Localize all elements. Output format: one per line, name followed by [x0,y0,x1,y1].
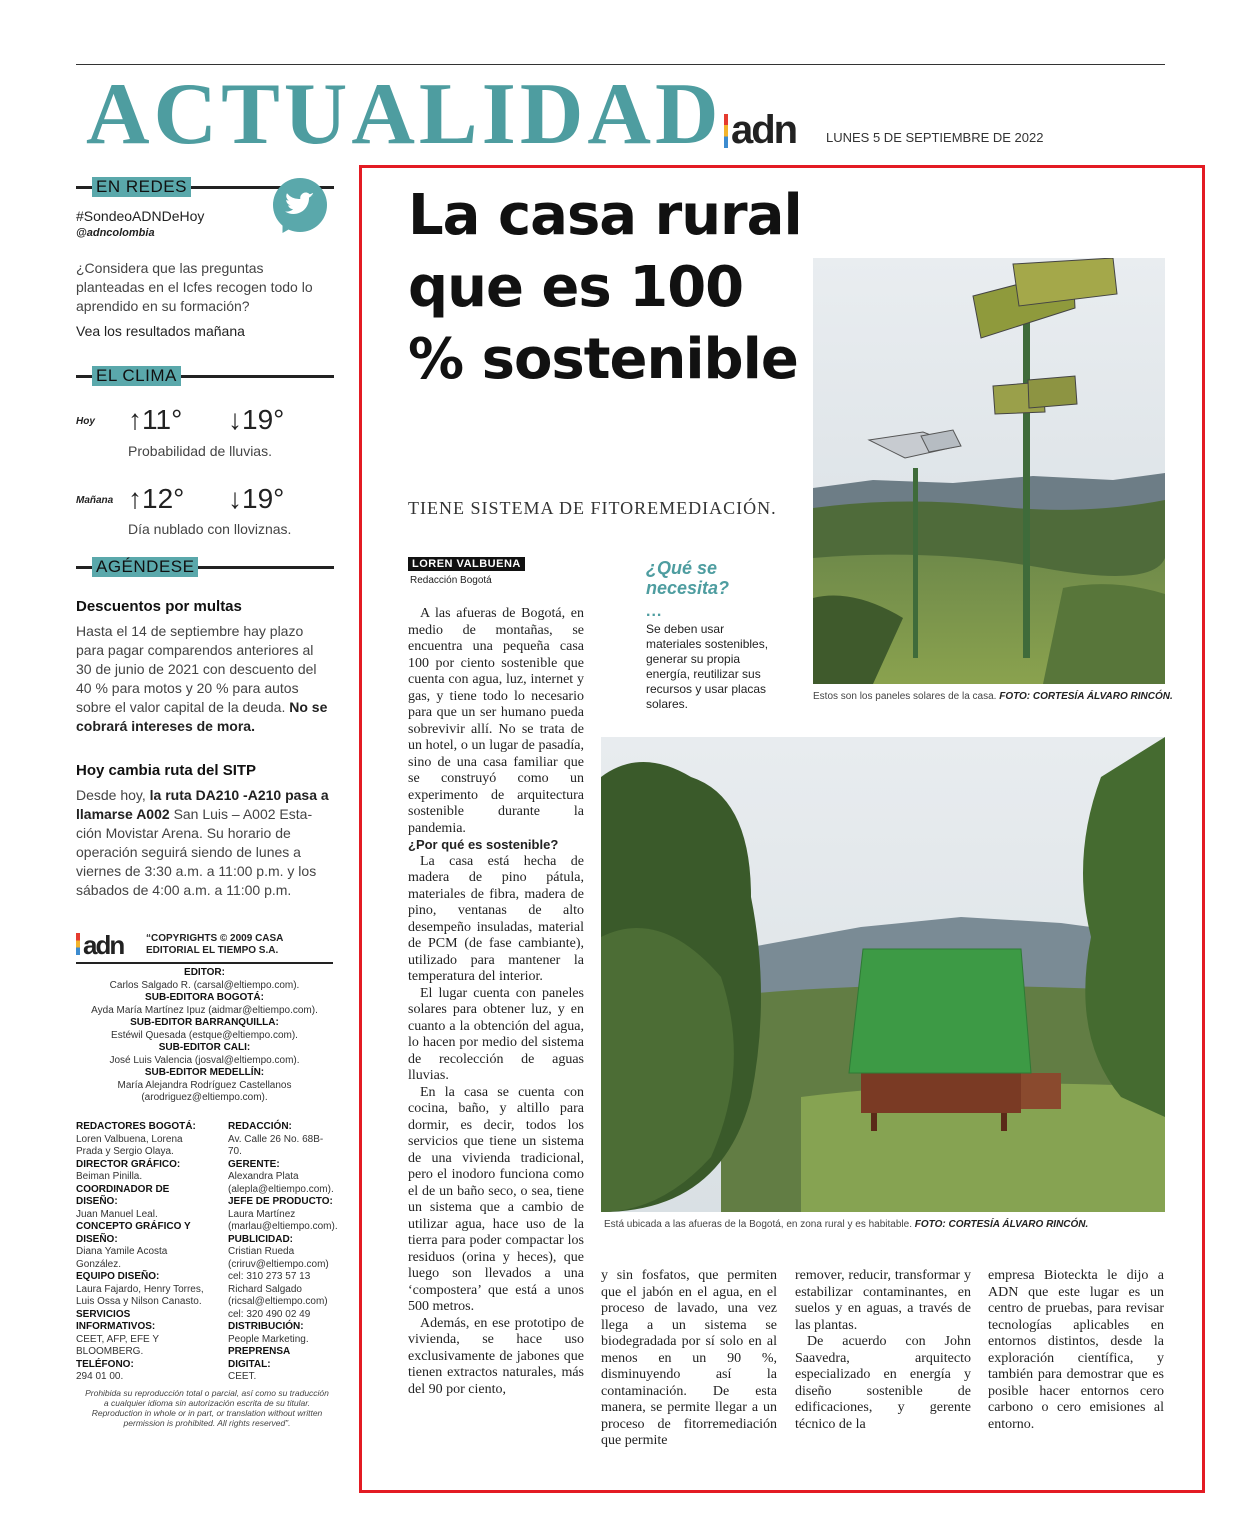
poll-note: Vea los resultados mañana [76,323,245,339]
edition-date: LUNES 5 DE SEPTIEMBRE DE 2022 [826,130,1044,145]
article-column-4: empresa Bioteckta le dijo a ADN que este lugar es un centro de pruebas, para revisar tecnologías aplicables en entornos distintos, desde la exploración científica, y también para demostrar que es posible hacer entornos cero carbono o cero emisiones al entorno. [988,1268,1164,1432]
agenda-item-title: Hoy cambia ruta del SITP [76,762,257,779]
weather-max-today: ↓19° [228,404,285,435]
twitter-handle[interactable]: @adncolombia [76,227,155,239]
en-redes-header: EN REDES [76,177,334,197]
twitter-bird-icon[interactable] [273,178,327,232]
author: LOREN VALBUENA [408,557,525,571]
photo1-caption: Estos son los paneles solares de la casa. FOTO: CORTESÍA ÁLVARO RINCÓN. [813,691,1173,702]
poll-question: ¿Considera que las preguntas planteadas en el Icfes recogen todo lo aprendido en su formación? [76,260,313,314]
box-dots: ... [646,603,663,620]
staff-right-col: REDACCIÓN: Av. Calle 26 No. 68B-70. GERENTE: Alexandra Plata (alepla@eltiempo.com). JEFE DE PRODUCTO: Laura Martínez (marlau@eltiempo.com). PUBLICIDAD: Cristian Rueda (criruv@eltiempo.com) cel: 310 273 57 13 Richard Salgado (ricsal@eltiempo.com) cel: 320 490 02 49 DISTRIBUCIÓN: People Marketing. PREPRENSA DIGITAL: CEET. [228,1121,338,1382]
staff-adn-logo: adn [76,930,123,961]
top-rule [76,64,1165,65]
article-column-3: remover, reducir, transformar y estabilizar contaminantes, en suelos y en aguas, a través de las plantas. De acuerdo con John Saavedra, arquitecto especializado en energía y diseño sostenible de edificaciones, y gerente técnico de la [795,1268,971,1432]
weather-day-tomorrow: Mañana [76,495,114,506]
box-text: Se deben usar materiales sostenibles, generar su propia energía, reutilizar sus recursos y usar placas solares. [646,622,769,711]
staff-rule [76,962,333,964]
section-title: ACTUALIDAD [86,66,723,163]
article-column-2: y sin fosfatos, que permiten que el jabón en el agua, en el proceso de lavado, una vez llega a un sistema se biodegradada por sí solo en al menos en un 90 %, disminuyendo así la contaminación. De esta manera, se permite llegar a un proceso de fitorremediación que permite [601,1268,777,1448]
weather-desc-tomorrow: Día nublado con lloviznas. [128,521,292,537]
staff-left-col: REDACTORES BOGOTÁ: Loren Valbuena, Lorena Prada y Sergio Olaya. DIRECTOR GRÁFICO: Beiman Pinilla. COORDINADOR DE DISEÑO: Juan Manuel Leal. CONCEPTO GRÁFICO Y DISEÑO: Diana Yamile Acosta González. EQUIPO DISEÑO: Laura Fajardo, Henry Torres, Luis Ossa y Nilson Canasto. SERVICIOS INFORMATIVOS: CEET, AFP, EFE Y BLOOMBERG. TELÉFONO: 294 01 00. [76,1121,204,1382]
weather-min-today: ↑11° [128,404,183,435]
house-photo [601,737,1165,1212]
weather-min-tomorrow: ↑12° [128,483,185,514]
credits-block: EDITOR: Carlos Salgado R. (carsal@eltiempo.com). SUB-EDITORA BOGOTÁ: Ayda María Martínez Ipuz (aidmar@eltiempo.com). SUB-EDITOR BARRANQUILLA: Estéwil Quesada (estque@eltiempo.com). SUB-EDITOR CALI: José Luis Valencia (josval@eltiempo.com). SUB-EDITOR MEDELLÍN: María Alejandra Rodríguez Castellanos (arodriguez@eltiempo.com). [91,967,318,1103]
logo-dots-icon [76,933,80,955]
adn-logo: adn [724,108,796,153]
disclaimer: Prohibida su reproducción total o parcial, así como su traducción a cualquier idioma sin autorización escrita de su titular. Reproduction in whole or in part, or translation without written permission is prohibited. All rights reserved”. [85,1388,329,1428]
weather-day-today: Hoy [76,416,95,427]
hashtag[interactable]: #SondeoADNDeHoy [76,208,205,224]
agenda-item-text: Hasta el 14 de septiembre hay plazo para pagar comparendos anteriores al 30 de junio de 2021 con descuento del 40 % para motos y 20 % para autos sobre el valor capital de la deuda. No se cobrará intereses de mora. [76,623,328,734]
weather-desc-today: Probabilidad de lluvias. [128,443,272,459]
photo2-caption: Está ubicada a las afueras de la Bogotá, en zona rural y es habitable. FOTO: CORTESÍA ÁLVARO RINCÓN. [604,1219,1089,1230]
box-title: ¿Qué se necesita? [646,558,730,598]
copyright: “COPYRIGHTS © 2009 CASA EDITORIAL EL TIEMPO S.A. [146,933,284,956]
article-column-1: A las afueras de Bogotá, en medio de montañas, se encuentra una pequeña casa 100 por ciento sostenible que cuenta con agua, luz, internet y gas, y tiene todo lo necesario para que un ser humano pueda sobrevivir allí. No se trata de un hotel, o un lugar de pasadía, sino de una casa familiar que se construyó como un experimento de arquitectura sostenible durante la pandemia. ¿Por qué es sostenible? La casa está hecha de madera de pino pátula, materiales de fibra, madera de pino, ventanas de alto desempeño insuladas, material de PCM (de fase cambiante), utilizado para mantener la temperatura del interior. El lugar cuenta con paneles solares para obtener luz, y en cuanto a la obtención del agua, lo hacen por medio del sistema de recolección de aguas lluvias. En la casa se cuenta con cocina, baño, y altillo para dormir, es decir, todos los servicios que tiene un sistema de una vivienda tradicional, pero el inodoro funciona como el de un baño seco, o sea, tiene un sistema que a cambio de utilizar agua, hace uso de la tierra para poder compactar los residuos (orina y heces), que luego son llevados a una ‘compostera’ que está a unos 500 metros. Además, en ese prototipo de vivienda, se hace uso exclusivamente de jabones que tienen extractos naturales, más del 90 por ciento, [408,606,584,1397]
agenda-item-text: Desde hoy, la ruta DA210 -A210 pasa a llamarse A002 San Luis – A002 Esta- ción Movistar Arena. Su horario de operación seguirá siendo de lunes a viernes de 3:30 a.m. a 11:00 p.m. y los sábados de 4:00 a.m. a 11:00 p.m. [76,787,329,898]
agendese-header: AGÉNDESE [76,557,334,577]
author-desk: Redacción Bogotá [410,575,492,586]
logo-dots-icon [724,114,728,148]
headline: La casa rural que es 100 % sostenible [408,183,802,392]
agenda-item-title: Descuentos por multas [76,598,242,615]
weather-max-tomorrow: ↓19° [228,483,285,514]
clima-header: EL CLIMA [76,366,334,386]
solar-panels-photo [813,258,1165,684]
subheadline: TIENE SISTEMA DE FITOREMEDIACIÓN. [408,498,777,518]
